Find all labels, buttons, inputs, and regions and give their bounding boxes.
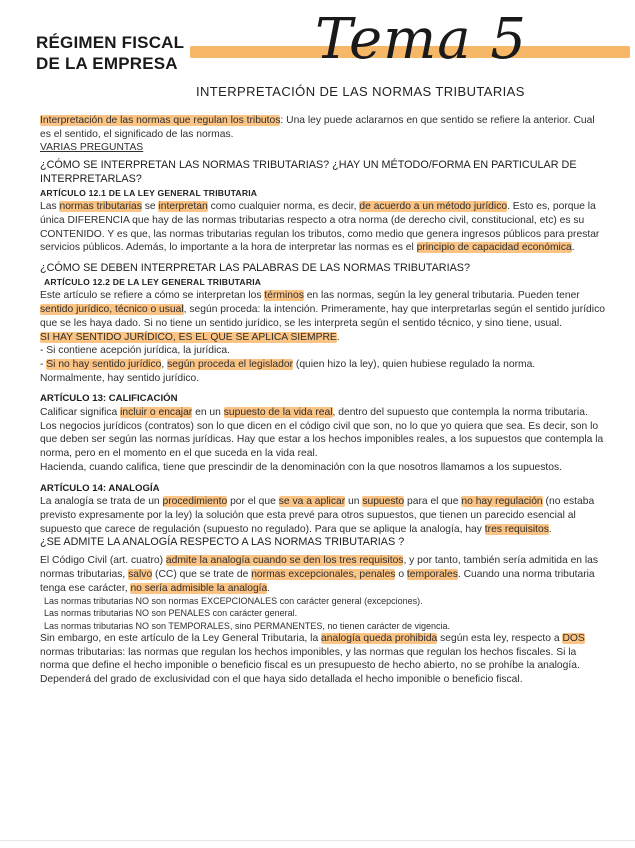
text: (quien hizo la ley), quien hubiese regulado la norma. [293, 358, 536, 370]
text: , según proceda: la intención. Primeramente, hay que interpretarlas según el sentido jurídico que se les haya dado. Si no tiene un sentido jurídico, se les interpreta según el sentido técnico, y sino tiene, usual. [40, 304, 605, 329]
highlight: de acuerdo a un método jurídico [359, 201, 508, 213]
text: . [336, 331, 340, 343]
highlight: términos [264, 290, 304, 302]
text: se [141, 201, 159, 213]
highlight: tres requisitos [484, 523, 549, 535]
text: un [345, 496, 363, 508]
q2-closing: Normalmente, hay sentido jurídico. [40, 372, 200, 384]
text: en un [192, 407, 224, 419]
text: . Esto es, porque la única DIFERENCIA que hay de las normas tributarias respecto a otra norma (de derecho civil, constitucional, etc) es su CONTENIDO. Y es que, las normas tributarias regulan los tributos, como medio que genera ingresos públicos para prestar servicios públicos. Además, lo importante a la hora de interpretar las normas es el [40, 201, 600, 254]
text: en las normas, según la ley general tributaria. Pueden tener [303, 290, 580, 302]
question-2: ¿CÓMO SE DEBEN INTERPRETAR LAS PALABRAS DE LAS NORMAS TRIBUTARIAS? [40, 262, 470, 275]
q2-bullet-2 [40, 358, 605, 372]
highlight: no sería admisible la analogía [130, 582, 268, 594]
highlight: se va a aplicar [278, 496, 346, 508]
q3-paragraph [40, 554, 605, 595]
q3-note-2: Las normas tributarias NO son PENALES con carácter general. [44, 608, 298, 619]
text: . Cuando una norma tributaria tenga ese carácter, [40, 568, 595, 594]
text: por el que [227, 496, 279, 508]
article-14-title: ARTÍCULO 14: ANALOGÍA [40, 482, 160, 494]
text: La analogía se trata de un [40, 496, 163, 508]
document-body [40, 114, 605, 687]
highlight: admite la analogía cuando se den los tres requisitos [165, 555, 404, 567]
text: (CC) que se trate de [152, 568, 252, 580]
a13-paragraph [40, 406, 605, 461]
course-title-line1: RÉGIMEN FISCAL [36, 33, 185, 52]
q1-paragraph [40, 200, 605, 255]
highlight: interpretan [158, 201, 208, 213]
highlight: Interpretación de las normas que regulan los tributos [40, 115, 281, 126]
text: para el que [404, 496, 462, 508]
highlight: salvo [128, 568, 153, 580]
page-bottom-rule [0, 840, 635, 841]
course-title-line2: DE LA EMPRESA [36, 54, 178, 73]
text: , [161, 358, 168, 370]
highlight: principio de capacidad económica [416, 242, 572, 254]
text: . [571, 242, 575, 254]
text: (no estaba previsto expresamente por la ley) la solución que esta prevé para otros supuestos, que tienen un parecido esencial al supuesto que carece de regulación (supuesto no regulado). Para que se aplique la analogía, hay [40, 496, 595, 535]
highlight: Si no hay sentido jurídico [46, 358, 162, 370]
highlight: analogía queda prohibida [321, 632, 438, 644]
text: : Una ley puede aclararnos en que sentido se refiere la anterior. Cual es el sentido, el significado de las normas. [40, 115, 595, 140]
text: , y por tanto, también sería admitida en las normas tributarias, [40, 555, 599, 580]
intro-paragraph [40, 114, 605, 141]
text: Sin embargo, en este artículo de la Ley General Tributaria, la [40, 632, 322, 644]
question-3: ¿SE ADMITE LA ANALOGÍA RESPECTO A LAS NORMAS TRIBUTARIAS ? [40, 536, 405, 549]
text: como cualquier norma, es decir, [207, 201, 360, 213]
article-12-1-label: ARTÍCULO 12.1 DE LA LEY GENERAL TRIBUTARIA [40, 187, 258, 198]
text: según esta ley, respecto a [437, 632, 563, 644]
q2-bullet-1: - Si contiene acepción jurídica, la jurídica. [40, 345, 231, 357]
highlight: incluir o encajar [120, 407, 193, 419]
text: El Código Civil (art. cuatro) [40, 555, 166, 567]
text: . [267, 582, 271, 594]
q2-rule [40, 331, 605, 345]
text: normas tributarias: las normas que regulan los hechos imponibles, y las normas que regulan los hechos fiscales. Si la norma que define el hecho imponible o beneficio fiscal es un presupuesto de hecho abierto, no se prohíbe la analogía. Dependerá del grado de exclusividad con el que haya sido detallada el hecho imponible o beneficio fiscal. [40, 646, 580, 685]
highlight: según proceda el legislador [167, 358, 294, 370]
highlight: no hay regulación [461, 496, 543, 508]
highlight: sentido jurídico, técnico o usual [40, 304, 184, 316]
course-title [36, 32, 184, 74]
highlight: procedimiento [162, 496, 228, 508]
highlight: supuesto [362, 496, 405, 508]
highlight: normas tributarias [59, 201, 142, 213]
a14-paragraph [40, 495, 605, 536]
page-subtitle: INTERPRETACIÓN DE LAS NORMAS TRIBUTARIAS [196, 84, 525, 99]
article-13-title: ARTÍCULO 13: CALIFICACIÓN [40, 393, 178, 405]
highlight: SI HAY SENTIDO JURÍDICO, ES EL QUE SE APLICA SIEMPRE [40, 331, 337, 343]
q3-note-3: Las normas tributarias NO son TEMPORALES, sino PERMANENTES, no tienen carácter de vigencia. [44, 620, 451, 631]
text: - [40, 358, 47, 370]
text: , dentro del supuesto que contempla la norma tributaria. Los negocios jurídicos (contratos) son lo que dicen en el código civil que son, no lo que yo quiera que sea. Es decir, son lo que deben ser según las normas jurídicas. Hay que estar a los hechos imponibles reales, a los supuestos que contempla la norma, pero en el momento en el que suceda en la vida real. [40, 407, 604, 460]
highlight: normas excepcionales, penales [251, 568, 396, 580]
highlight: DOS [562, 632, 585, 644]
a13-paragraph-2: Hacienda, cuando califica, tiene que prescindir de la denominación con la que nosotros llamamos a los supuestos. [40, 461, 563, 473]
tema-title: Tema 5 [315, 7, 528, 72]
text: o [395, 568, 407, 580]
text: Este artículo se refiere a cómo se interpretan los [40, 290, 265, 302]
article-12-2-label: ARTÍCULO 12.2 DE LA LEY GENERAL TRIBUTARIA [44, 276, 262, 287]
question-1: ¿CÓMO SE INTERPRETAN LAS NORMAS TRIBUTARIAS? ¿HAY UN MÉTODO/FORMA EN PARTICULAR DE INTERPRETARLAS? [40, 159, 577, 185]
text: Calificar significa [40, 407, 121, 419]
q2-paragraph [40, 289, 605, 330]
q3-closing-paragraph [40, 632, 605, 687]
text: Las [40, 201, 60, 213]
highlight: supuesto de la vida real [223, 407, 333, 419]
section-heading-varias: VARIAS PREGUNTAS [40, 142, 144, 154]
q3-note-1: Las normas tributarias NO son normas EXCEPCIONALES con carácter general (excepciones). [44, 596, 423, 607]
text: . [548, 523, 552, 535]
highlight: temporales [406, 568, 458, 580]
